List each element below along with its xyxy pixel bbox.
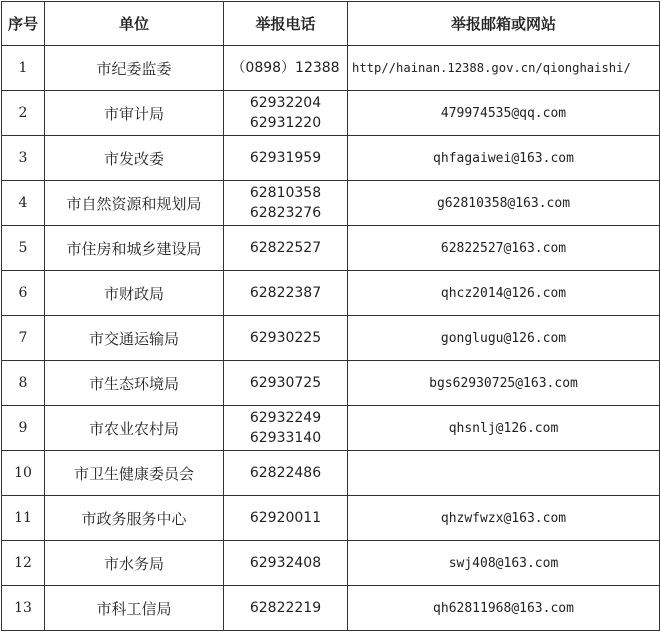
row-number: 7 xyxy=(2,316,45,361)
phone-cell xyxy=(224,451,348,496)
email-or-website: http//hainan.12388.gov.cn/qionghaishi/ xyxy=(348,46,660,91)
row-number: 8 xyxy=(2,361,45,406)
report-contacts-table xyxy=(1,1,660,631)
phone-cell xyxy=(224,496,348,541)
table-row xyxy=(2,361,660,406)
phone-number: 62920011 xyxy=(249,510,322,526)
row-number: 9 xyxy=(2,406,45,451)
email-or-website: qhfagaiwei@163.com xyxy=(348,136,660,181)
table-row xyxy=(2,406,660,451)
phone-cell xyxy=(224,136,348,181)
unit-name: 市住房和城乡建设局 xyxy=(45,226,224,271)
email-or-website: gonglugu@126.com xyxy=(348,316,660,361)
table-row xyxy=(2,271,660,316)
row-number: 5 xyxy=(2,226,45,271)
unit-name: 市自然资源和规划局 xyxy=(45,181,224,226)
row-number: 3 xyxy=(2,136,45,181)
unit-name: 市发改委 xyxy=(45,136,224,181)
unit-name: 市生态环境局 xyxy=(45,361,224,406)
phone-number: 62930225 xyxy=(249,330,322,346)
email-or-website: qhsnlj@126.com xyxy=(348,406,660,451)
header-unit: 单位 xyxy=(45,2,224,46)
phone-number: 62810358 xyxy=(249,185,322,201)
phone-number: 62932204 xyxy=(249,95,322,111)
phone-cell xyxy=(224,361,348,406)
phone-number: （0898）12388 xyxy=(231,60,340,76)
unit-name: 市财政局 xyxy=(45,271,224,316)
phone-cell xyxy=(224,226,348,271)
row-number: 13 xyxy=(2,586,45,631)
phone-number: 62930725 xyxy=(249,375,322,391)
unit-name: 市纪委监委 xyxy=(45,46,224,91)
phone-number: 62931220 xyxy=(249,115,322,131)
email-or-website: qh62811968@163.com xyxy=(348,586,660,631)
row-number: 2 xyxy=(2,91,45,136)
phone-number: 62931959 xyxy=(249,150,322,166)
phone-cell xyxy=(224,181,348,226)
phone-number: 62822219 xyxy=(249,600,322,616)
phone-cell xyxy=(224,46,348,91)
email-or-website xyxy=(348,451,660,496)
phone-number: 62932408 xyxy=(249,555,322,571)
phone-number: 62933140 xyxy=(249,430,322,446)
phone-cell xyxy=(224,271,348,316)
email-or-website: 62822527@163.com xyxy=(348,226,660,271)
phone-number: 62932249 xyxy=(249,410,322,426)
header-phone: 举报电话 xyxy=(224,2,348,46)
unit-name: 市卫生健康委员会 xyxy=(45,451,224,496)
email-or-website: qhzwfwzx@163.com xyxy=(348,496,660,541)
row-number: 6 xyxy=(2,271,45,316)
phone-number: 62823276 xyxy=(249,205,322,221)
unit-name: 市审计局 xyxy=(45,91,224,136)
row-number: 12 xyxy=(2,541,45,586)
phone-number: 62822387 xyxy=(249,285,322,301)
phone-cell xyxy=(224,586,348,631)
unit-name: 市政务服务中心 xyxy=(45,496,224,541)
table-row xyxy=(2,586,660,631)
email-or-website: bgs62930725@163.com xyxy=(348,361,660,406)
row-number: 1 xyxy=(2,46,45,91)
header-no: 序号 xyxy=(2,2,45,46)
table-row xyxy=(2,181,660,226)
table-row xyxy=(2,226,660,271)
unit-name: 市水务局 xyxy=(45,541,224,586)
table-row xyxy=(2,451,660,496)
row-number: 4 xyxy=(2,181,45,226)
email-or-website: 479974535@qq.com xyxy=(348,91,660,136)
table-row xyxy=(2,496,660,541)
header-contact: 举报邮箱或网站 xyxy=(348,2,660,46)
unit-name: 市农业农村局 xyxy=(45,406,224,451)
unit-name: 市科工信局 xyxy=(45,586,224,631)
email-or-website: qhcz2014@126.com xyxy=(348,271,660,316)
phone-number: 62822527 xyxy=(249,240,322,256)
phone-cell xyxy=(224,406,348,451)
table-row xyxy=(2,136,660,181)
table-row xyxy=(2,46,660,91)
row-number: 10 xyxy=(2,451,45,496)
table-body xyxy=(2,46,660,631)
phone-cell xyxy=(224,541,348,586)
phone-cell xyxy=(224,91,348,136)
table-row xyxy=(2,316,660,361)
table-row xyxy=(2,541,660,586)
unit-name: 市交通运输局 xyxy=(45,316,224,361)
header-row xyxy=(2,2,660,46)
phone-cell xyxy=(224,316,348,361)
email-or-website: swj408@163.com xyxy=(348,541,660,586)
phone-number: 62822486 xyxy=(249,465,322,481)
row-number: 11 xyxy=(2,496,45,541)
table-row xyxy=(2,91,660,136)
email-or-website: g62810358@163.com xyxy=(348,181,660,226)
